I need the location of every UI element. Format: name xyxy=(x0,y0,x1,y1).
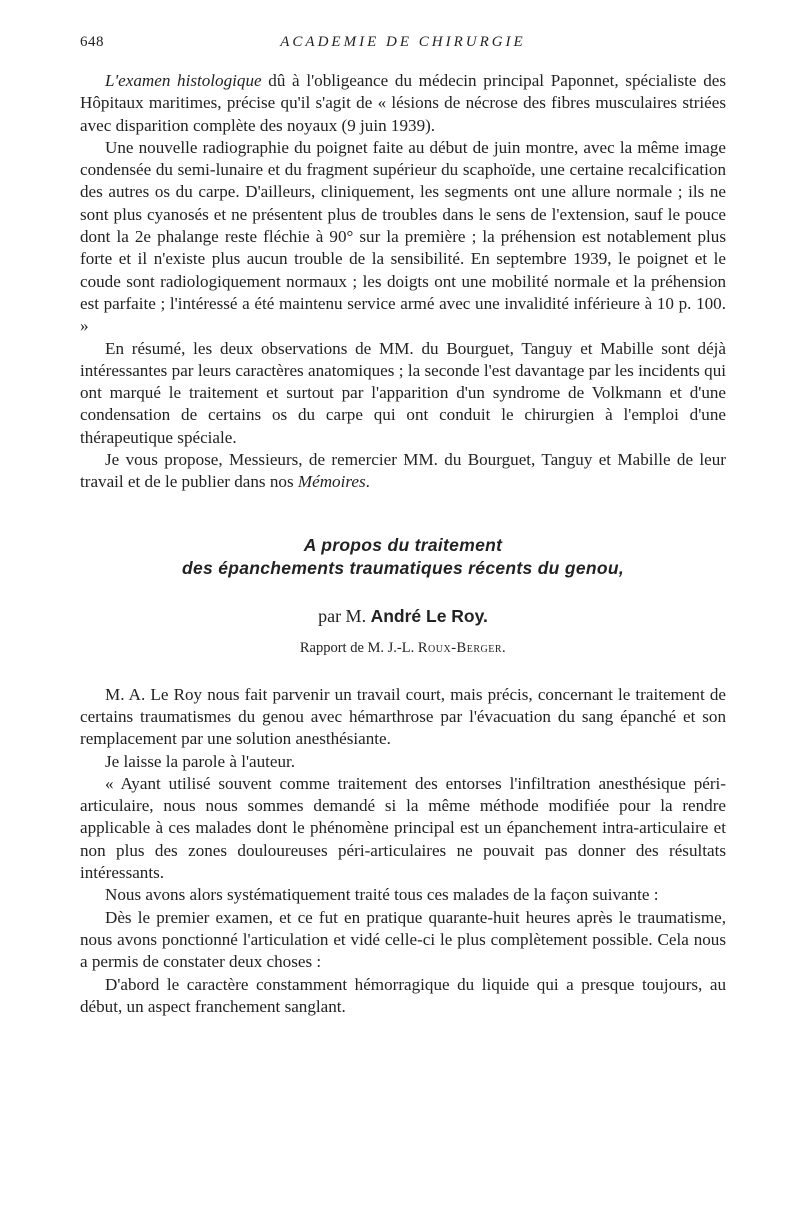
paragraph-proposal xyxy=(80,449,726,494)
paragraph-text: Je vous propose, Messieurs, de remercier MM. du Bourguet, Tanguy et Mabille de leur travail et de le publier dans nos xyxy=(80,450,726,492)
paragraph-radiography: Une nouvelle radiographie du poignet faite au début de juin montre, avec la même image condensée du semi-lunaire et du fragment supérieur du scaphoïde, une certaine recalcification des autres os du carpe. D'ailleurs, cliniquement, les segments ont une allure normale ; ils ne sont plus cyanosés et ne présentent plus de troubles dans le sens de l'extension, sauf le pouce dont la 2e phalange reste fléchie à 90° sur la première ; la préhension est notablement plus forte et il n'existe plus aucun trouble de la sensibilité. En septembre 1939, le poignet et le coude sont radiologiquement normaux ; les doigts ont une mobilité normale et la préhension est parfaite ; l'intéressé a été maintenu service armé avec une invalidité inférieure à 10 p. 100. » xyxy=(80,137,726,336)
page-number: 648 xyxy=(80,34,104,50)
article-body xyxy=(80,684,726,1018)
article-heading xyxy=(80,534,726,658)
paragraph-end: . xyxy=(365,472,370,492)
paragraph-intro: M. A. Le Roy nous fait parvenir un travail court, mais précis, concernant le traitement de certains traumatismes du genou avec hémarthrose par l'évacuation du sang épanché et son remplacement par une solution anesthésiante. xyxy=(80,684,726,749)
paragraph-text: dû à l'obligeance du médecin principal Paponnet, spécialiste des Hôpitaux maritimes, précise qu'il s'agit de « lésions de nécrose des fibres musculaires striées avec disparition complète des noyaux (9 juin 1939). xyxy=(80,71,726,135)
running-head: ACADEMIE DE CHIRURGIE xyxy=(280,34,526,50)
italic-memoires: Mémoires xyxy=(297,472,366,492)
author-name: André Le Roy. xyxy=(370,605,488,626)
paragraph-summary: En résumé, les deux observations de MM. du Bourguet, Tanguy et Mabille sont déjà intéressantes par leurs caractères anatomiques ; la seconde l'est davantage par les incidents qui ont marqué le traitement et surtout par l'apparition d'un syndrome de Volkmann et d'une condensation de certains os du carpe qui ont conduit le chirurgien à l'emploi d'une thérapeutique spéciale. xyxy=(80,338,726,447)
paragraph-treatment: Nous avons alors systématiquement traité tous ces malades de la façon suivante : xyxy=(105,885,659,905)
report-line xyxy=(80,638,726,658)
paragraph-puncture: Dès le premier examen, et ce fut en pratique quarante-huit heures après le traumatisme, nous avons ponctionné l'articulation et vidé celle-ci le plus complètement possible. Cela nous a permis de constater deux choses : xyxy=(80,907,726,972)
page-header xyxy=(80,34,726,56)
reporter-name: Roux-Berger. xyxy=(417,639,507,656)
byline-prefix: par M. xyxy=(318,605,371,626)
paragraph-handover: Je laisse la parole à l'auteur. xyxy=(105,751,296,771)
article-title-line-1: A propos du traitement xyxy=(303,534,503,555)
article-title-line-2: des épanchements traumatiques récents du genou, xyxy=(182,557,624,578)
page-body xyxy=(80,70,726,1018)
report-prefix: Rapport de M. J.-L. xyxy=(299,639,418,656)
paragraph-observation: D'abord le caractère constamment hémorragique du liquide qui a presque toujours, au début, un aspect franchement sanglant. xyxy=(80,974,726,1016)
paragraph-histology xyxy=(80,70,726,137)
paragraph-method: « Ayant utilisé souvent comme traitement des entorses l'infiltration anesthésique péri-articulaire, nous nous sommes demandé si la même méthode modifiée pour la rendre applicable à ces malades dont le phénomène principal est un épanchement intra-articulaire et non plus des zones douloureuses péri-articulaires ne pouvait pas donner des résultats intéressants. xyxy=(80,773,726,883)
byline xyxy=(80,604,726,628)
italic-lead: L'examen histologique xyxy=(105,71,262,90)
